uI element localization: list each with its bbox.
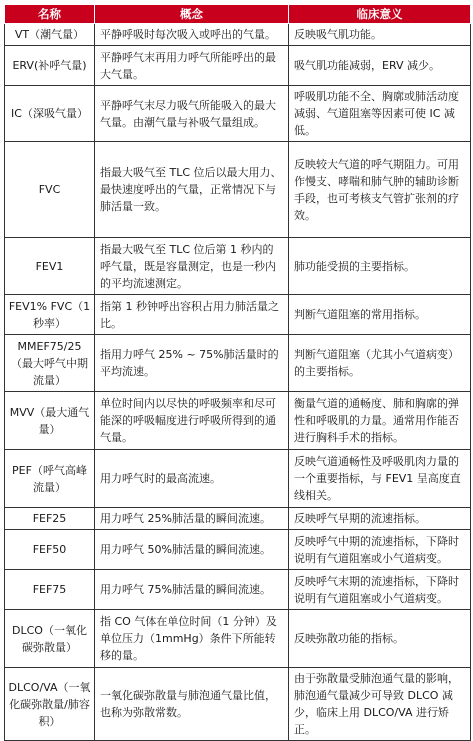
cell-concept: 单位时间内以尽快的呼吸频率和尽可能深的呼吸幅度进行呼吸所得到的通气量。 <box>95 392 289 450</box>
cell-clinical: 反映呼气中期的流速指标，下降时说明有气道阻塞或小气道病变。 <box>289 530 471 570</box>
table-row <box>5 450 471 508</box>
cell-concept: 平静呼气末再用力呼气所能呼出的最大气量。 <box>95 46 289 86</box>
cell-concept: 用力呼气 25%肺活量的瞬间流速。 <box>95 508 289 530</box>
pulmonary-function-table-container <box>4 4 470 741</box>
cell-name: VT（潮气量） <box>5 24 95 46</box>
cell-clinical: 反映吸气肌功能。 <box>289 24 471 46</box>
cell-concept: 用力呼气 75%肺活量的瞬间流速。 <box>95 570 289 610</box>
cell-clinical: 反映较大气道的呼气期阻力。可用作慢支、哮喘和肺气肿的辅助诊断手段，也可考核支气管扩张剂的疗效。 <box>289 142 471 238</box>
table-row <box>5 508 471 530</box>
cell-concept: 指 CO 气体在单位时间（1 分钟）及单位压力（1mmHg）条件下所能转移的量。 <box>95 610 289 668</box>
table-row <box>5 392 471 450</box>
cell-name: FEV1% FVC（1 秒率） <box>5 295 95 335</box>
cell-name: FEV1 <box>5 238 95 295</box>
cell-clinical: 反映弥散功能的指标。 <box>289 610 471 668</box>
cell-concept: 一氧化碳弥散量与肺泡通气量比值，也称为弥散常数。 <box>95 668 289 741</box>
cell-name: DLCO（一氧化碳弥散量） <box>5 610 95 668</box>
header-name: 名称 <box>5 5 95 24</box>
cell-clinical: 反映呼气早期的流速指标。 <box>289 508 471 530</box>
table-row <box>5 610 471 668</box>
pulmonary-function-table <box>4 4 471 741</box>
cell-name: ERV(补呼气量) <box>5 46 95 86</box>
cell-concept: 平静呼气末尽力吸气所能吸入的最大气量。由潮气量与补吸气量组成。 <box>95 86 289 142</box>
cell-concept: 用力呼气 50%肺活量的瞬间流速。 <box>95 530 289 570</box>
cell-clinical: 判断气道阻塞（尤其小气道病变）的主要指标。 <box>289 335 471 392</box>
header-clinical: 临床意义 <box>289 5 471 24</box>
cell-concept: 指最大吸气至 TLC 位后以最大用力、最快速度呼出的气量，正常情况下与肺活量一致。 <box>95 142 289 238</box>
cell-concept: 用力呼气时的最高流速。 <box>95 450 289 508</box>
table-row <box>5 335 471 392</box>
cell-name: FVC <box>5 142 95 238</box>
cell-name: DLCO/VA（一氧化碳弥散量/肺容积） <box>5 668 95 741</box>
cell-clinical: 吸气肌功能减弱，ERV 减少。 <box>289 46 471 86</box>
table-row <box>5 238 471 295</box>
header-concept: 概念 <box>95 5 289 24</box>
table-row <box>5 46 471 86</box>
cell-clinical: 呼吸肌功能不全、胸廓或肺活动度减弱、气道阻塞等因素可使 IC 减低。 <box>289 86 471 142</box>
cell-concept: 指第 1 秒钟呼出容积占用力肺活量之比。 <box>95 295 289 335</box>
cell-name: FEF50 <box>5 530 95 570</box>
table-row <box>5 570 471 610</box>
cell-clinical: 判断气道阻塞的常用指标。 <box>289 295 471 335</box>
cell-clinical: 反映呼气末期的流速指标，下降时说明有气道阻塞或小气道病变。 <box>289 570 471 610</box>
table-header-row <box>5 5 471 24</box>
cell-concept: 指最大吸气至 TLC 位后第 1 秒内的呼气量，既是容量测定，也是一秒内的平均流速测定。 <box>95 238 289 295</box>
cell-name: MMEF75/25（最大呼气中期流量） <box>5 335 95 392</box>
cell-name: FEF25 <box>5 508 95 530</box>
cell-clinical: 肺功能受损的主要指标。 <box>289 238 471 295</box>
cell-name: MVV（最大通气量） <box>5 392 95 450</box>
cell-clinical: 由于弥散量受肺泡通气量的影响，肺泡通气量减少可导致 DLCO 减少，临床上用 DLCO/VA 进行矫正。 <box>289 668 471 741</box>
table-row <box>5 86 471 142</box>
cell-name: IC（深吸气量） <box>5 86 95 142</box>
table-row <box>5 24 471 46</box>
table-row <box>5 295 471 335</box>
table-row <box>5 142 471 238</box>
cell-concept: 指用力呼气 25% ~ 75%肺活量时的平均流速。 <box>95 335 289 392</box>
table-body <box>5 24 471 741</box>
cell-clinical: 衡量气道的通畅度、肺和胸廓的弹性和呼吸肌的力量。通常用作能否进行胸科手术的指标。 <box>289 392 471 450</box>
table-row <box>5 668 471 741</box>
cell-concept: 平静呼吸时每次吸入或呼出的气量。 <box>95 24 289 46</box>
cell-name: FEF75 <box>5 570 95 610</box>
table-row <box>5 530 471 570</box>
cell-name: PEF（呼气高峰流量） <box>5 450 95 508</box>
cell-clinical: 反映气道通畅性及呼吸肌肉力量的一个重要指标，与 FEV1 呈高度直线相关。 <box>289 450 471 508</box>
